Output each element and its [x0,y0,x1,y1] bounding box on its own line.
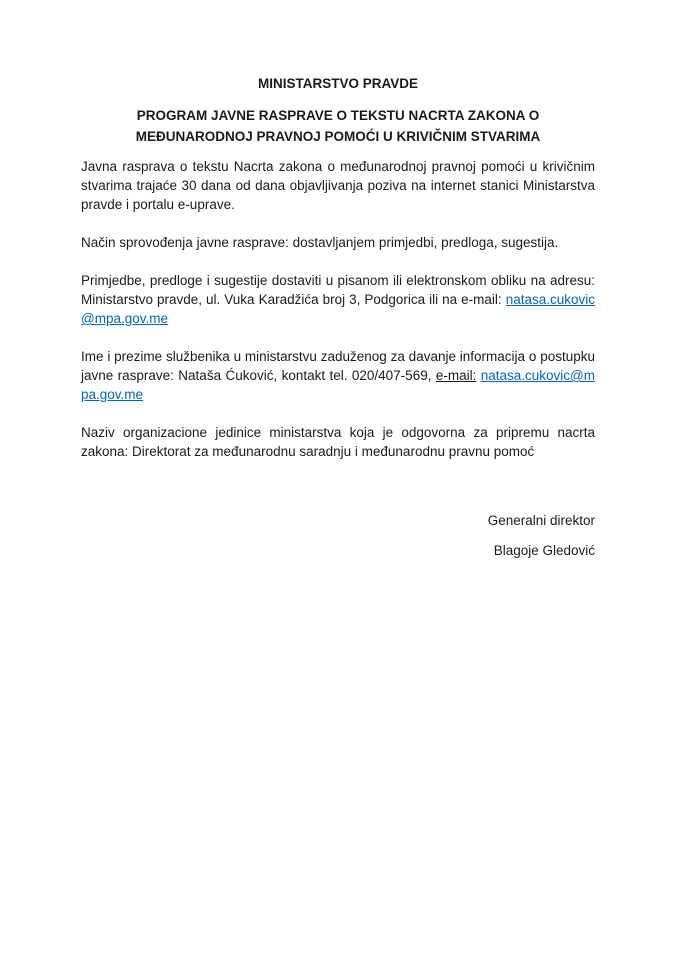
paragraph-submission-text: Primjedbe, predloge i sugestije dostaviti u pisanom ili elektronskom obliku na adresu: Ministarstvo pravde, ul. Vuka Karadžića broj 3, Podgorica ili na e-mail: [81,273,595,307]
document-title: MINISTARSTVO PRAVDE [257,76,418,91]
paragraph-contact-text: Ime i prezime službenika u ministarstvu zaduženog za davanje informacija o postupku javne rasprave: Nataša Ćuković, kontakt tel. 020/407-569, [81,349,595,383]
signature-role: Generalni direktor [487,513,595,528]
paragraph-public-discussion-duration: Javna rasprava o tekstu Nacrta zakona o međunarodnoj pravnoj pomoći u krivičnim stvarima trajaće 30 dana od dana objavljivanja poziva na internet stanici Ministarstva pravde i portalu e-uprave. [81,159,595,212]
document-heading-line1: PROGRAM JAVNE RASPRAVE O TEKSTU NACRTA ZAKONA O [136,108,540,123]
email-link-submission[interactable]: natasa.cukovic@mpa.gov.me [81,292,595,326]
paragraph-discussion-method: Način sprovođenja javne rasprave: dostavljanjem primjedbi, predloga, sugestija. [81,235,559,250]
document-heading-line2: MEĐUNARODNOJ PRAVNOJ POMOĆI U KRIVIČNIM STVARIMA [135,129,541,144]
email-link-contact[interactable]: natasa.cukovic@mpa.gov.me [81,368,595,402]
email-label: e-mail: [435,368,477,383]
paragraph-responsible-unit: Naziv organizacione jedinice ministarstva koja je odgovorna za pripremu nacrta zakona: Direktorat za međunarodnu saradnju i međunarodnu pravnu pomoć [81,425,595,459]
paragraph-submission-address [81,271,595,328]
document-heading [81,105,595,147]
paragraph-contact-officer [81,347,595,404]
signature-block [81,511,595,560]
signature-name: Blagoje Gledović [493,543,595,558]
